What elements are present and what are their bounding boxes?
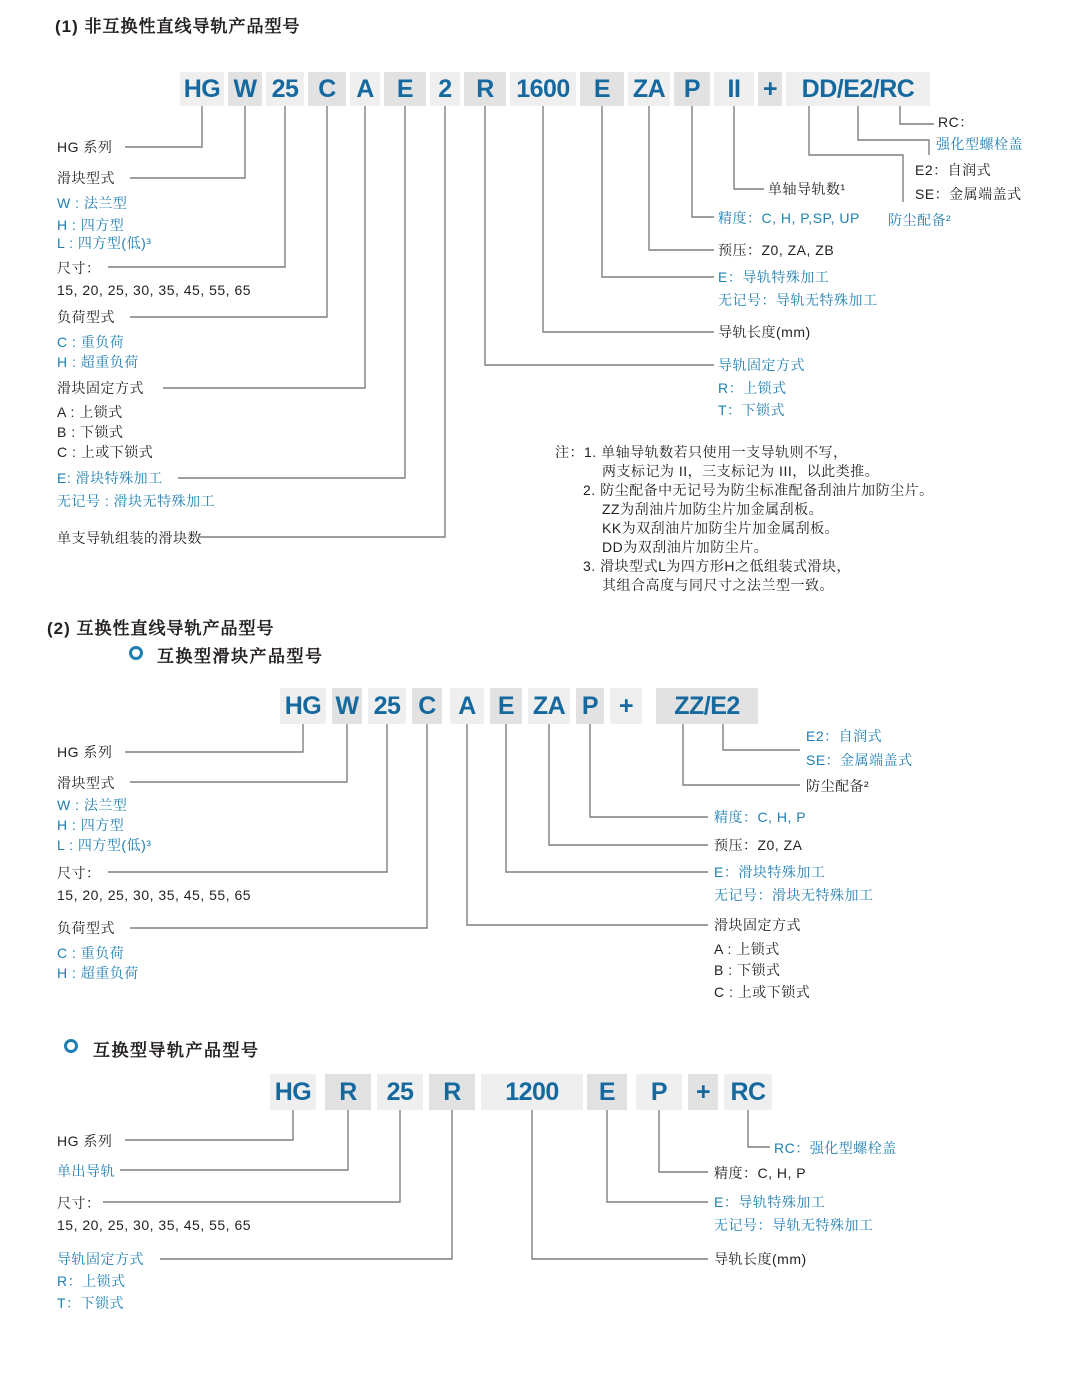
s2-label-type-w: W : 法兰型 [57,797,128,813]
s1-label-block-special-none: 无记号 : 滑块无特殊加工 [57,493,216,509]
s1-label-mount-c: C : 上或下锁式 [57,444,154,460]
s2-label-se: SE：金属端盖式 [806,752,913,768]
code3-seg-r: R [325,1074,371,1110]
s2-label-type-h: H : 四方型 [57,817,125,833]
code3-seg-plus: + [688,1074,718,1110]
s1-label-rc: RC： [938,114,974,130]
s3-label-rail-mount-r: R：上锁式 [57,1273,126,1289]
code2-seg-e: E [490,688,522,724]
s1-label-mount-b: B : 下锁式 [57,424,124,440]
s1-label-dust-proof: 防尘配备² [888,212,952,228]
s1-label-preload: 预压：Z0, ZA, ZB [718,242,835,258]
note-line-8: 其组合高度与同尺寸之法兰型一致。 [602,577,834,593]
s1-label-size-values: 15, 20, 25, 30, 35, 45, 55, 65 [57,282,252,298]
s2-label-accuracy: 精度：C, H, P [714,809,807,825]
s1-label-size: 尺寸： [57,260,101,276]
s3-label-accuracy: 精度：C, H, P [714,1165,807,1181]
section3-subtitle: 互换型导轨产品型号 [93,1041,260,1060]
note-line-6: DD为双刮油片加防尘片。 [602,539,769,555]
code1-seg-1600: 1600 [510,72,576,106]
code2-seg-w: W [332,688,362,724]
code3-seg-hg: HG [270,1074,316,1110]
s1-label-load-h: H : 超重负荷 [57,354,139,370]
bullet-icon [64,1039,78,1053]
s1-label-rail-mount-t: T：下锁式 [718,402,786,418]
s3-label-rail-special-e: E：导轨特殊加工 [714,1194,826,1210]
code1-seg-r: R [464,72,506,106]
s3-label-size: 尺寸： [57,1195,101,1211]
s2-label-block-special-e: E：滑块特殊加工 [714,864,826,880]
s3-label-single-rail: 单出导轨 [57,1163,115,1179]
note-line-3: 2. 防尘配备中无记号为防尘标准配备刮油片加防尘片。 [583,482,934,498]
note-line-7: 3. 滑块型式L为四方形H之低组装式滑块， [583,558,851,574]
section2-title: (2) 互换性直线导轨产品型号 [47,619,275,638]
s1-label-type-h: H : 四方型 [57,217,125,233]
s2-label-preload: 预压：Z0, ZA [714,837,803,853]
code1-seg-a: A [350,72,380,106]
s1-label-blocks-per-rail: 单支导轨组装的滑块数 [57,530,202,546]
code1-seg-plus: + [758,72,782,106]
code1-seg-25: 25 [266,72,304,106]
s2-label-mount: 滑块固定方式 [714,917,801,933]
s1-label-mount-a: A : 上锁式 [57,404,123,420]
s1-label-rail-special-e: E：导轨特殊加工 [718,269,830,285]
code1-seg-e2nd: E [580,72,624,106]
note-line-5: KK为双刮油片加防尘片加金属刮板。 [602,520,840,536]
s2-label-size: 尺寸： [57,865,101,881]
s3-label-rail-length: 导轨长度(mm) [714,1251,807,1267]
code1-seg-e: E [384,72,426,106]
s1-label-type-l: L : 四方型(低)³ [57,235,152,251]
s2-label-mount-a: A : 上锁式 [714,941,780,957]
s1-label-hg-series: HG 系列 [57,139,113,155]
code2-seg-a: A [450,688,484,724]
code3-seg-p: P [636,1074,682,1110]
s2-label-mount-b: B : 下锁式 [714,962,781,978]
s2-label-block-special-none: 无记号：滑块无特殊加工 [714,887,874,903]
code2-seg-plus: + [610,688,642,724]
code1-seg-dust: DD/E2/RC [786,72,930,106]
code1-seg-ii: II [714,72,754,106]
code1-seg-p: P [674,72,710,106]
s2-label-type-l: L : 四方型(低)³ [57,837,152,853]
code3-seg-1200: 1200 [481,1074,583,1110]
s1-label-rail-mount-r: R：上锁式 [718,380,787,396]
section2-subtitle: 互换型滑块产品型号 [157,647,324,666]
note-line-4: ZZ为刮油片加防尘片加金属刮板。 [602,501,824,517]
s1-label-rail-mount: 导轨固定方式 [718,357,805,373]
s3-label-rail-special-none: 无记号：导轨无特殊加工 [714,1217,874,1233]
s1-label-load-c: C : 重负荷 [57,334,125,350]
code2-seg-za: ZA [528,688,570,724]
code2-seg-c: C [412,688,442,724]
s1-label-accuracy: 精度：C, H, P,SP, UP [718,210,860,226]
s1-label-se: SE：金属端盖式 [915,186,1022,202]
bullet-icon [129,646,143,660]
code1-seg-2: 2 [430,72,460,106]
s2-label-hg-series: HG 系列 [57,744,113,760]
s3-label-rc: RC：强化型螺栓盖 [774,1140,897,1156]
s3-label-hg-series: HG 系列 [57,1133,113,1149]
s1-label-rail-special-none: 无记号：导轨无特殊加工 [718,292,878,308]
code2-seg-hg: HG [280,688,326,724]
code1-seg-za: ZA [628,72,670,106]
s2-label-load-c: C : 重负荷 [57,945,125,961]
section1-title: (1) 非互换性直线导轨产品型号 [55,17,301,36]
s1-label-type-w: W : 法兰型 [57,195,128,211]
s2-label-mount-c: C : 上或下锁式 [714,984,811,1000]
s2-label-size-values: 15, 20, 25, 30, 35, 45, 55, 65 [57,887,252,903]
code3-seg-e: E [587,1074,627,1110]
s3-label-rail-mount-t: T：下锁式 [57,1295,125,1311]
s1-label-e2: E2：自润式 [915,162,992,178]
code1-seg-hg: HG [180,72,224,106]
note-line-1: 注：1. 单轴导轨数若只使用一支导轨则不写， [555,444,848,460]
s2-label-dust-proof: 防尘配备² [806,778,870,794]
code3-seg-rc: RC [724,1074,772,1110]
s2-label-load-h: H : 超重负荷 [57,965,139,981]
code2-seg-zze2: ZZ/E2 [656,688,758,724]
s1-label-block-type: 滑块型式 [57,170,115,186]
s2-label-load: 负荷型式 [57,920,115,936]
s3-label-rail-mount: 导轨固定方式 [57,1251,144,1267]
code2-seg-25: 25 [368,688,406,724]
s1-label-load: 负荷型式 [57,309,115,325]
s1-label-rc-desc: 强化型螺栓盖 [936,136,1023,152]
s1-label-mount: 滑块固定方式 [57,380,144,396]
code1-seg-w: W [228,72,262,106]
code3-seg-r2: R [429,1074,475,1110]
s2-label-e2: E2：自润式 [806,728,883,744]
code3-seg-25: 25 [377,1074,423,1110]
s1-label-block-special-e: E: 滑块特殊加工 [57,470,163,486]
s1-label-rails-per-axis: 单轴导轨数¹ [768,181,846,197]
code2-seg-p: P [576,688,604,724]
s1-label-rail-length: 导轨长度(mm) [718,324,811,340]
note-line-2: 两支标记为 II，三支标记为 III，以此类推。 [602,463,880,479]
code1-seg-c: C [308,72,346,106]
s2-label-block-type: 滑块型式 [57,775,115,791]
s3-label-size-values: 15, 20, 25, 30, 35, 45, 55, 65 [57,1217,252,1233]
